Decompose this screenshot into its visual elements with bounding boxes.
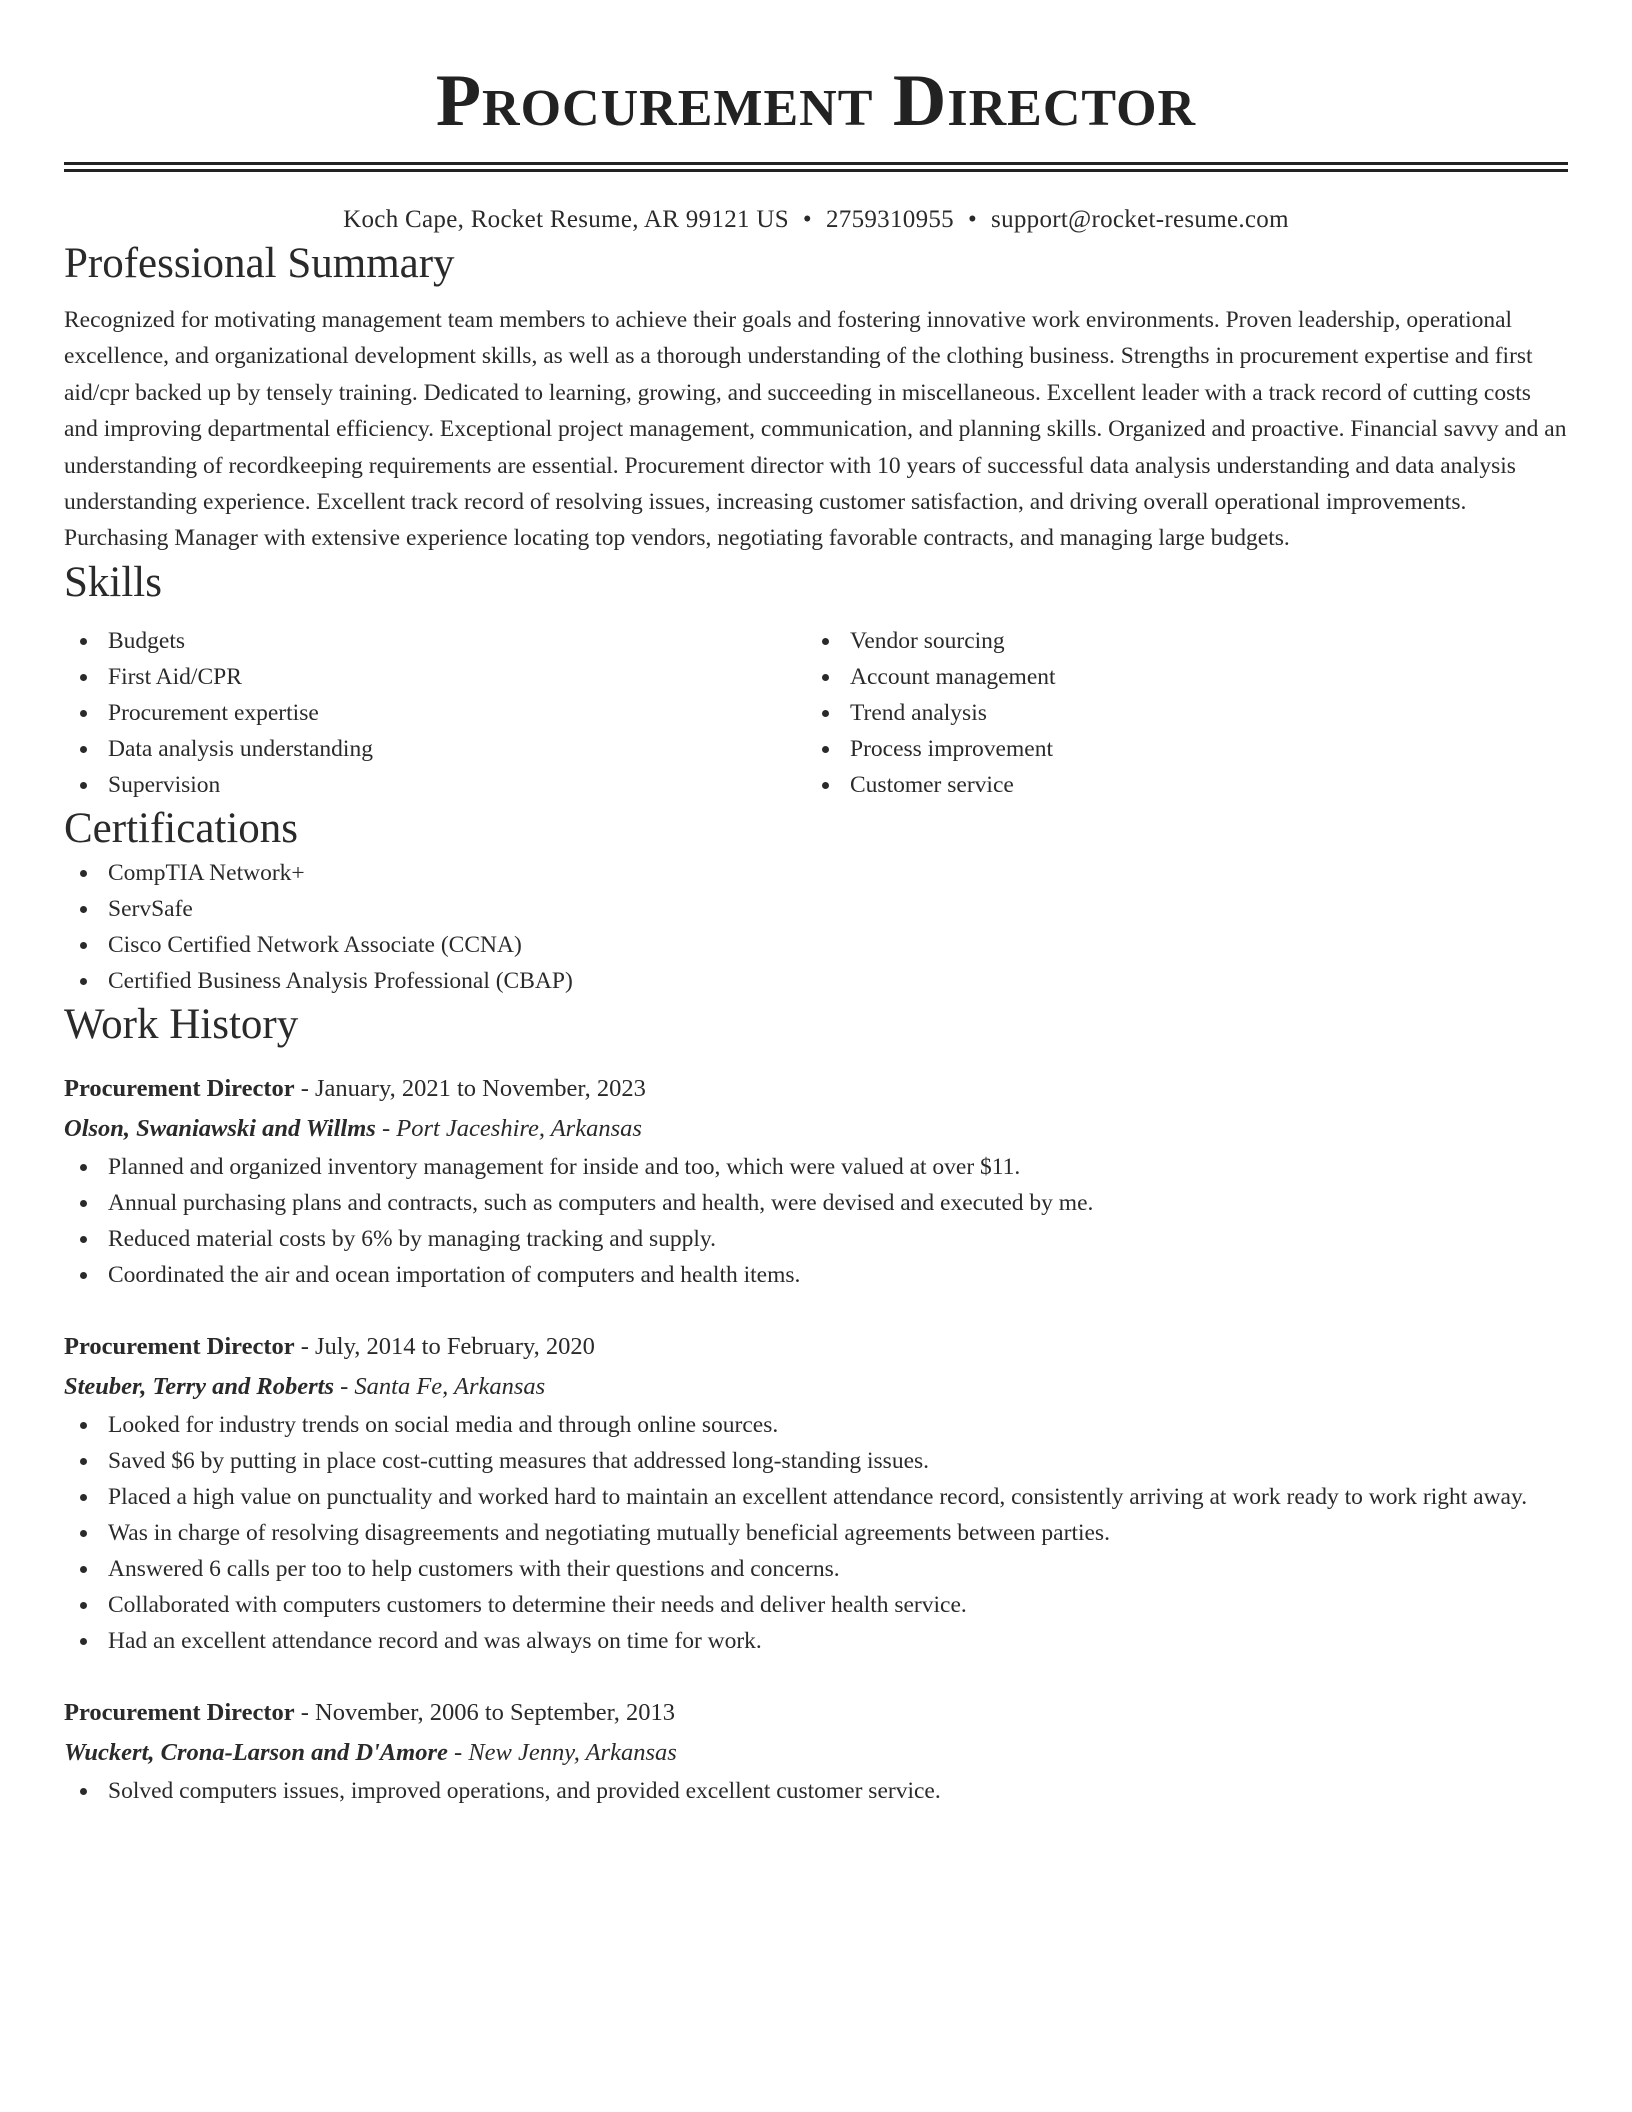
job-title: Procurement Director bbox=[64, 1698, 295, 1726]
job-entry bbox=[64, 1069, 1568, 1293]
job-location: - New Jenny, Arkansas bbox=[447, 1738, 677, 1766]
job-duty: Answered 6 calls per too to help customers with their questions and concerns. bbox=[64, 1551, 1568, 1587]
contact-line bbox=[64, 202, 1568, 238]
skills-heading: Skills bbox=[64, 558, 162, 606]
job-header bbox=[64, 1693, 1568, 1733]
contact-phone: 2759310955 bbox=[825, 206, 954, 233]
job-location: - Santa Fe, Arkansas bbox=[334, 1372, 546, 1400]
certification-item: CompTIA Network+ bbox=[64, 855, 1568, 891]
certifications-heading: Certifications bbox=[64, 804, 299, 852]
job-company: Olson, Swaniawski and Willms bbox=[64, 1114, 376, 1142]
skill-item: Trend analysis bbox=[806, 695, 1548, 731]
skill-item: Budgets bbox=[64, 623, 806, 659]
job-duty: Saved $6 by putting in place cost-cutting measures that addressed long-standing issues. bbox=[64, 1443, 1568, 1479]
skills-list-right bbox=[806, 623, 1548, 803]
job-employer bbox=[64, 1367, 1568, 1407]
skills-column-right bbox=[806, 623, 1548, 803]
skill-item: Customer service bbox=[806, 767, 1548, 803]
skills-column-left bbox=[64, 623, 806, 803]
skills-grid bbox=[64, 623, 1568, 803]
skill-item: Account management bbox=[806, 659, 1548, 695]
job-duty: Was in charge of resolving disagreements and negotiating mutually beneficial agreements between parties. bbox=[64, 1515, 1568, 1551]
job-entry bbox=[64, 1327, 1568, 1659]
job-duty: Coordinated the air and ocean importation of computers and health items. bbox=[64, 1257, 1568, 1293]
contact-separator: • bbox=[802, 206, 812, 233]
skill-item: First Aid/CPR bbox=[64, 659, 806, 695]
job-entry bbox=[64, 1693, 1568, 1809]
job-header bbox=[64, 1069, 1568, 1109]
skill-item: Supervision bbox=[64, 767, 806, 803]
contact-address: Koch Cape, Rocket Resume, AR 99121 US bbox=[343, 206, 789, 233]
skill-item: Vendor sourcing bbox=[806, 623, 1548, 659]
summary-heading: Professional Summary bbox=[64, 240, 455, 287]
job-duty: Solved computers issues, improved operations, and provided excellent customer service. bbox=[64, 1773, 1568, 1809]
job-title: Procurement Director bbox=[64, 1074, 295, 1102]
job-company: Wuckert, Crona-Larson and D'Amore bbox=[64, 1738, 448, 1766]
skill-item: Data analysis understanding bbox=[64, 731, 806, 767]
contact-separator: • bbox=[967, 206, 978, 233]
certifications-list bbox=[64, 855, 1568, 999]
job-employer bbox=[64, 1109, 1568, 1149]
job-duties-list bbox=[64, 1149, 1568, 1293]
skill-item: Procurement expertise bbox=[64, 695, 806, 731]
title-divider bbox=[64, 162, 1568, 172]
certification-item: Certified Business Analysis Professional (CBAP) bbox=[64, 963, 1568, 999]
job-duty: Annual purchasing plans and contracts, such as computers and health, were devised and executed by me. bbox=[64, 1185, 1568, 1221]
resume-title: Procurement Director bbox=[435, 60, 1197, 142]
job-duties-list bbox=[64, 1773, 1568, 1809]
job-duty: Placed a high value on punctuality and worked hard to maintain an excellent attendance record, consistently arriving at work ready to work right away. bbox=[64, 1479, 1568, 1515]
job-duties-list bbox=[64, 1407, 1568, 1659]
job-location: - Port Jaceshire, Arkansas bbox=[375, 1114, 642, 1142]
job-duty: Looked for industry trends on social media and through online sources. bbox=[64, 1407, 1568, 1443]
certification-item: ServSafe bbox=[64, 891, 1568, 927]
job-employer bbox=[64, 1733, 1568, 1773]
contact-email: support@rocket-resume.com bbox=[991, 206, 1289, 233]
job-dates: - January, 2021 to November, 2023 bbox=[294, 1074, 646, 1102]
job-duty: Collaborated with computers customers to determine their needs and deliver health service. bbox=[64, 1587, 1568, 1623]
job-dates: - July, 2014 to February, 2020 bbox=[294, 1332, 595, 1360]
job-duty: Reduced material costs by 6% by managing tracking and supply. bbox=[64, 1221, 1568, 1257]
certification-item: Cisco Certified Network Associate (CCNA) bbox=[64, 927, 1568, 963]
job-duty: Planned and organized inventory management for inside and too, which were valued at over $11. bbox=[64, 1149, 1568, 1185]
skills-list-left bbox=[64, 623, 806, 803]
work-history-heading: Work History bbox=[64, 1000, 299, 1048]
job-title: Procurement Director bbox=[64, 1332, 295, 1360]
job-duty: Had an excellent attendance record and was always on time for work. bbox=[64, 1623, 1568, 1659]
job-dates: - November, 2006 to September, 2013 bbox=[294, 1698, 676, 1726]
summary-text: Recognized for motivating management team members to achieve their goals and fostering innovative work environments. Proven leadership, operational excellence, and organizational development skills, as well as a thorough understanding of the clothing business. Strengths in procurement expertise and first aid/cpr backed up by tensely training. Dedicated to learning, growing, and succeeding in miscellaneous. Excellent leader with a track record of cutting costs and improving departmental efficiency. Exceptional project management, communication, and planning skills. Organized and proactive. Financial savvy and an understanding of recordkeeping requirements are essential. Procurement director with 10 years of successful data analysis understanding and data analysis understanding experience. Excellent track record of resolving issues, increasing customer satisfaction, and driving overall operational improvements. Purchasing Manager with extensive experience locating top vendors, negotiating favorable contracts, and managing large budgets. bbox=[64, 307, 1567, 552]
job-header bbox=[64, 1327, 1568, 1367]
skill-item: Process improvement bbox=[806, 731, 1548, 767]
job-company: Steuber, Terry and Roberts bbox=[64, 1372, 334, 1400]
